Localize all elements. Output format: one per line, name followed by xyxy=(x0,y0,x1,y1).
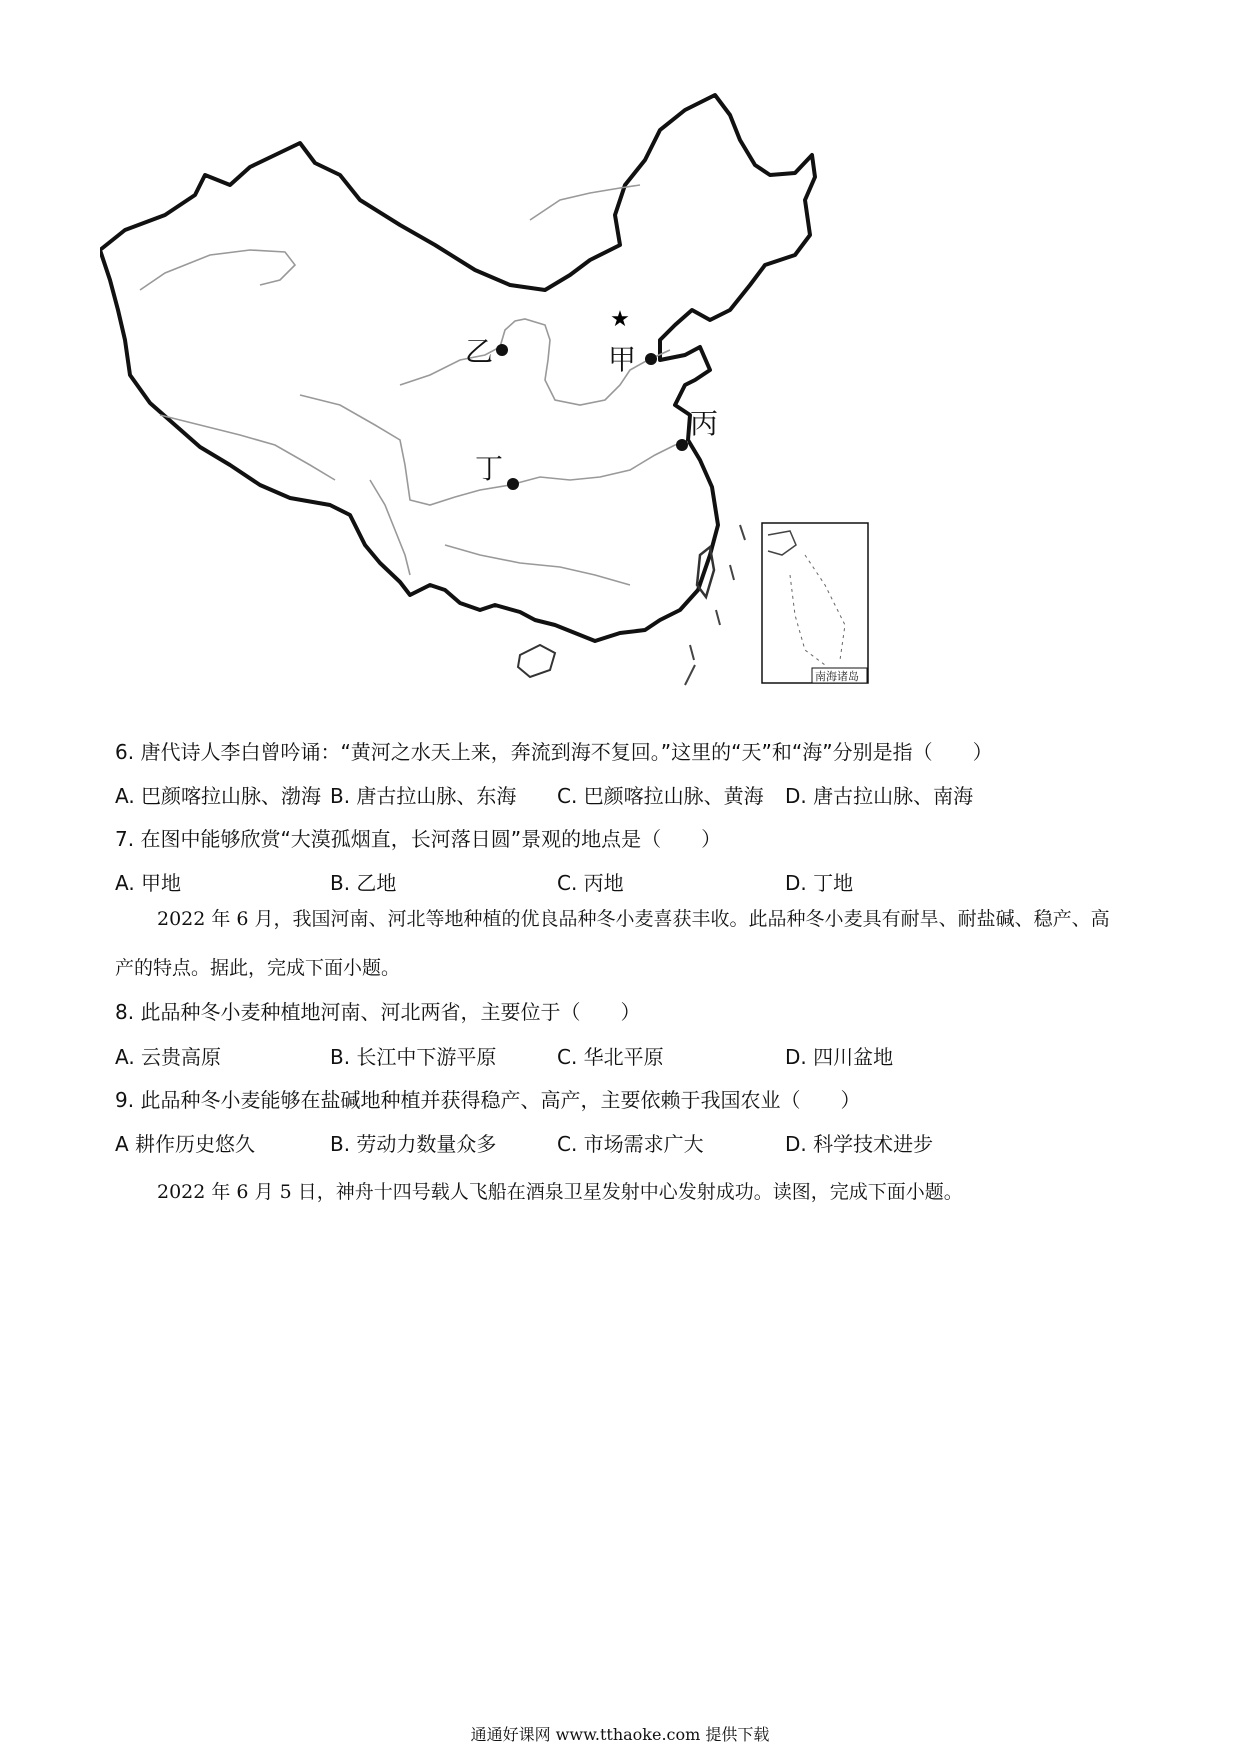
wheat-passage: 2022 年 6 月，我国河南、河北等地种植的优良品种冬小麦喜获丰收。此品种冬小麦具有耐旱、耐盐碱、稳产、高产的特点。据此，完成下面小题。 xyxy=(115,908,1110,979)
q8-option-d: D. 四川盆地 xyxy=(785,1045,894,1069)
question-9-stem: 9. 此品种冬小麦能够在盐碱地种植并获得稳产、高产，主要依赖于我国农业（ ） xyxy=(115,1088,861,1112)
q6-option-b: B. 唐古拉山脉、东海 xyxy=(330,784,517,808)
q9-option-a: A 耕作历史悠久 xyxy=(115,1132,256,1156)
point-ding-label: 丁 xyxy=(475,452,504,485)
q9-option-b: B. 劳动力数量众多 xyxy=(330,1132,497,1156)
hainan-island xyxy=(518,645,555,677)
sea-boundary-dashes xyxy=(685,525,745,685)
q9-option-d: D. 科学技术进步 xyxy=(785,1132,934,1156)
point-bing-label: 丙 xyxy=(690,407,719,440)
question-8-stem: 8. 此品种冬小麦种植地河南、河北两省，主要位于（ ） xyxy=(115,1000,641,1024)
capital-star-icon: ★ xyxy=(610,307,630,332)
shenzhou-passage: 2022 年 6 月 5 日，神舟十四号载人飞船在酒泉卫星发射中心发射成功。读图，完成下面小题。 xyxy=(157,1181,963,1203)
q7-option-c: C. 丙地 xyxy=(557,871,624,895)
pearl-river xyxy=(445,545,630,585)
point-jia-dot xyxy=(645,353,657,365)
q8-option-c: C. 华北平原 xyxy=(557,1045,664,1069)
point-yi-label: 乙 xyxy=(465,335,494,368)
question-7-stem: 7. 在图中能够欣赏“大漠孤烟直，长河落日圆”景观的地点是（ ） xyxy=(115,827,722,851)
point-ding-dot xyxy=(507,478,519,490)
point-bing-dot xyxy=(676,439,688,451)
rivers xyxy=(140,185,688,585)
q6-option-c: C. 巴颜喀拉山脉、黄海 xyxy=(557,784,764,808)
point-yi-dot xyxy=(496,344,508,356)
q9-option-c: C. 市场需求广大 xyxy=(557,1132,704,1156)
china-border xyxy=(100,95,815,641)
tarim-river xyxy=(140,250,295,290)
point-jia-label: 甲 xyxy=(608,343,637,376)
q7-option-a: A. 甲地 xyxy=(115,871,182,895)
page-footer: 通通好课网 www.tthaoke.com 提供下载 xyxy=(470,1725,770,1744)
yangtze-river xyxy=(300,395,688,505)
q8-option-a: A. 云贵高原 xyxy=(115,1045,222,1069)
q8-option-b: B. 长江中下游平原 xyxy=(330,1045,497,1069)
inset-label: 南海诸岛 xyxy=(815,670,859,683)
china-map xyxy=(100,85,1000,785)
south-sea-inset xyxy=(762,523,868,683)
q7-option-d: D. 丁地 xyxy=(785,871,854,895)
q7-option-b: B. 乙地 xyxy=(330,871,397,895)
q6-option-d: D. 唐古拉山脉、南海 xyxy=(785,784,974,808)
yarlung-river xyxy=(160,415,335,480)
q6-option-a: A. 巴颜喀拉山脉、渤海 xyxy=(115,784,322,808)
question-6-stem: 6. 唐代诗人李白曾吟诵：“黄河之水天上来，奔流到海不复回。”这里的“天”和“海”分别是指（ ） xyxy=(115,740,993,764)
